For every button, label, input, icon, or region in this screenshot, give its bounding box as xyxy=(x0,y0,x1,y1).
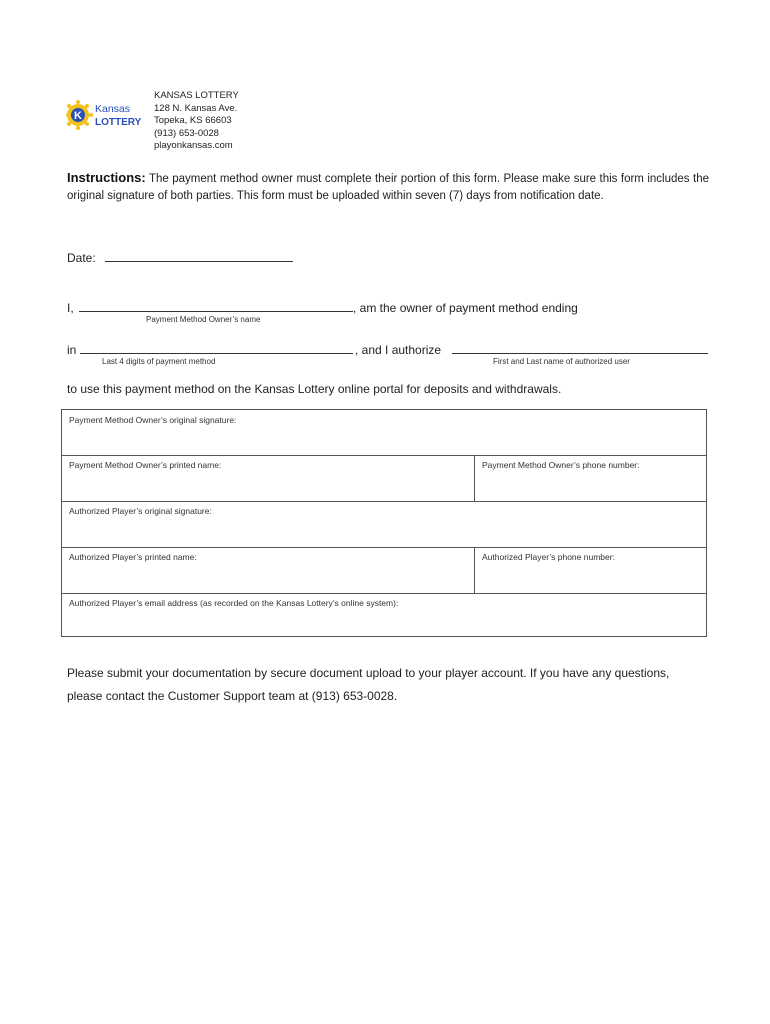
authorize-label: , and I authorize xyxy=(355,343,442,357)
address-line: 128 N. Kansas Ave. xyxy=(154,102,238,114)
player-signature-cell[interactable] xyxy=(62,502,706,547)
logo-word-kansas: Kansas xyxy=(95,103,131,115)
owner-printed-name-cell[interactable] xyxy=(62,456,474,501)
player-phone-cell[interactable] xyxy=(475,548,706,593)
owner-printed-name-label: Payment Method Owner’s printed name: xyxy=(69,460,222,470)
signature-table xyxy=(61,409,707,637)
owner-signature-cell[interactable] xyxy=(62,410,706,455)
instructions-body: The payment method owner must complete their portion of this form. Please make sure this form includes the original signature of both parties. This form must be uploaded within seven (7) days from notification date. xyxy=(67,173,709,202)
organization-address xyxy=(154,90,239,153)
kansas-lottery-logo xyxy=(66,100,148,130)
address-line: KANSAS LOTTERY xyxy=(154,90,239,101)
closing-paragraph: Please submit your documentation by secure document upload to your player account. If you have any questions, please contact the Customer Support team at (913) 653-0028. xyxy=(67,666,670,703)
player-email-cell[interactable] xyxy=(62,594,706,636)
sunburst-badge-icon xyxy=(66,100,93,130)
address-line: Topeka, KS 66603 xyxy=(154,115,232,126)
player-email-label: Authorized Player’s email address (as recorded on the Kansas Lottery’s online system): xyxy=(69,598,399,608)
logo-badge-letter: K xyxy=(74,110,82,122)
in-label: in xyxy=(67,343,77,357)
purpose-text: to use this payment method on the Kansas Lottery online portal for deposits and withdrawals. xyxy=(67,382,562,396)
player-phone-label: Authorized Player’s phone number: xyxy=(482,552,615,562)
instructions-heading: Instructions: xyxy=(67,170,146,185)
owner-name-field[interactable] xyxy=(79,311,353,312)
address-line: (913) 653-0028 xyxy=(154,127,219,139)
i-label: I, xyxy=(67,301,74,315)
authorized-user-field[interactable] xyxy=(452,353,708,354)
logo-word-lottery: LOTTERY xyxy=(95,117,142,128)
date-field[interactable] xyxy=(105,261,293,262)
last4-field[interactable] xyxy=(80,353,353,354)
player-printed-name-label: Authorized Player’s printed name: xyxy=(69,552,197,562)
player-printed-name-cell[interactable] xyxy=(62,548,474,593)
date-label: Date: xyxy=(67,251,96,265)
player-signature-label: Authorized Player’s original signature: xyxy=(69,506,212,516)
instructions-paragraph xyxy=(67,170,709,204)
owner-statement: , am the owner of payment method ending xyxy=(353,301,578,315)
owner-phone-label: Payment Method Owner’s phone number: xyxy=(482,460,640,470)
owner-phone-cell[interactable] xyxy=(475,456,706,501)
last4-caption: Last 4 digits of payment method xyxy=(102,357,216,366)
owner-signature-label: Payment Method Owner’s original signature: xyxy=(69,415,237,425)
authorized-user-caption: First and Last name of authorized user xyxy=(493,357,630,366)
owner-name-caption: Payment Method Owner’s name xyxy=(146,315,261,324)
address-line: playonkansas.com xyxy=(154,140,233,151)
